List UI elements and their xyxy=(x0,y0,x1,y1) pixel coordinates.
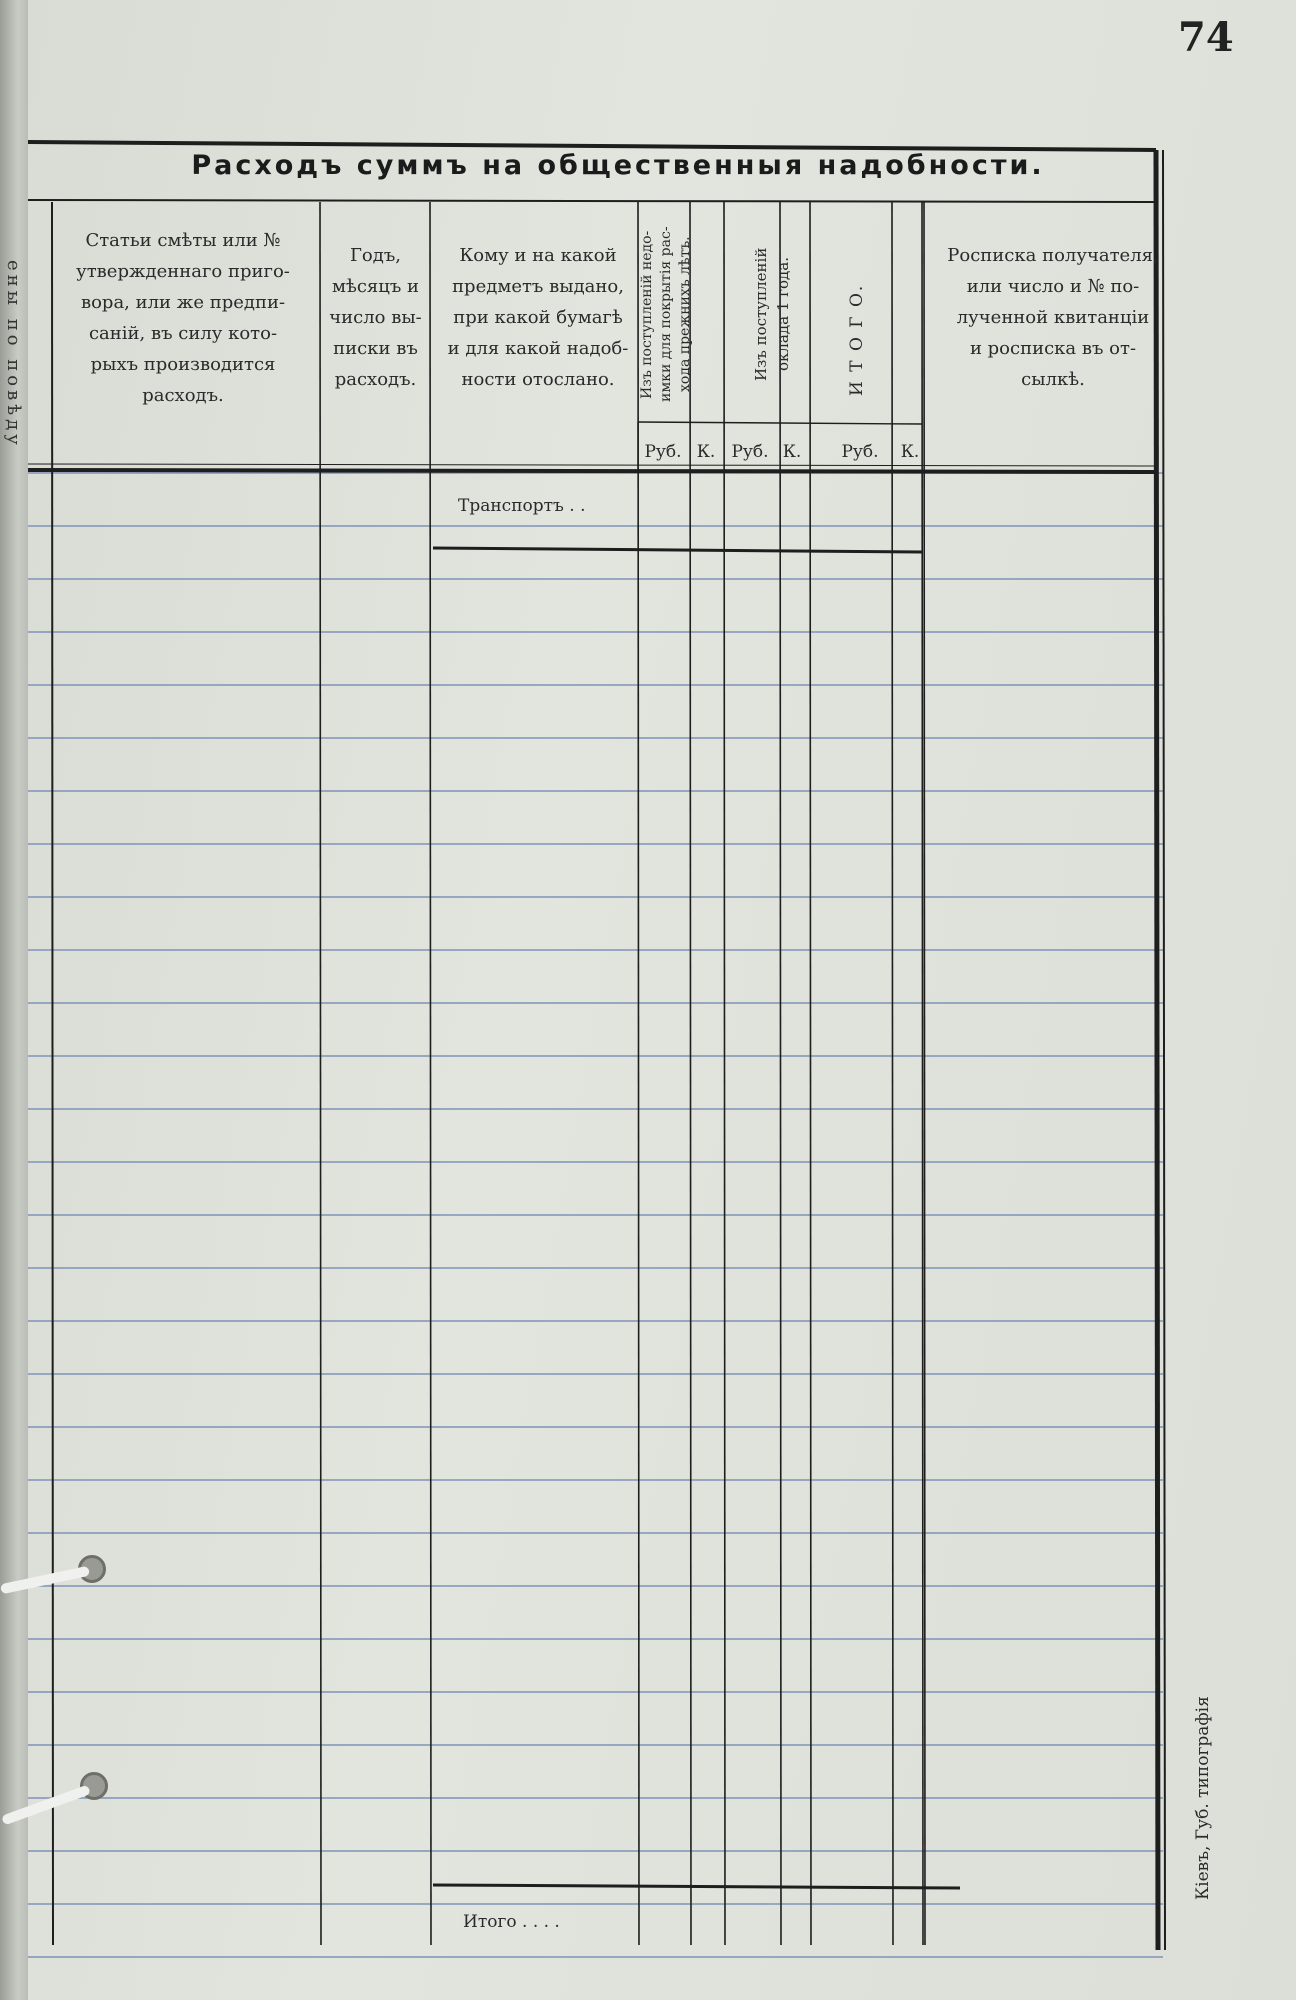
unit-row-rule xyxy=(638,422,922,424)
right-border-rule xyxy=(1163,150,1165,1950)
header-line: утвержденнаго приго- xyxy=(76,261,290,282)
header-bottom-rule xyxy=(28,470,1158,472)
transport-label: Транспортъ . . xyxy=(458,496,586,516)
total-overline xyxy=(433,1885,960,1888)
header-line: хода прежнихъ лѣтъ. xyxy=(677,236,693,393)
unit-rub-total: Руб. xyxy=(841,442,879,462)
header-line: саній, въ силу кото- xyxy=(88,323,278,344)
column-rule xyxy=(724,202,725,1945)
printer-imprint: Кіевъ, Губ. типографія xyxy=(1193,1696,1213,1900)
transport-underline xyxy=(433,548,922,552)
header-line: сылкѣ. xyxy=(1021,369,1085,390)
header-current xyxy=(750,212,794,417)
header-date xyxy=(323,240,428,395)
header-line: расходъ. xyxy=(334,369,417,390)
unit-kop-current: К. xyxy=(782,442,802,462)
header-line: при какой бумагѣ xyxy=(453,307,623,328)
header-line: писки въ xyxy=(333,338,418,359)
header-line: Росписка получателя, xyxy=(947,245,1159,266)
header-line: рыхъ производится xyxy=(90,354,276,375)
header-line: Годъ, xyxy=(349,245,401,266)
ledger-page xyxy=(28,0,1296,2000)
page-number: 74 xyxy=(1178,14,1234,61)
previous-page-text-fragment: ены по повѣду xyxy=(3,260,24,449)
unit-kop-arrears: К. xyxy=(696,442,716,462)
title-top-rule xyxy=(28,142,1156,150)
column-rule xyxy=(924,202,925,1945)
column-rule xyxy=(52,202,53,1945)
title-bottom-rule xyxy=(28,200,1156,202)
previous-page-edge xyxy=(0,0,30,2000)
column-rule xyxy=(922,202,923,1945)
column-rule xyxy=(892,202,893,1945)
header-line: мѣсяцъ и xyxy=(331,276,420,297)
header-recipient xyxy=(433,240,643,395)
header-basis xyxy=(48,225,318,411)
header-total: И Т О Г О. xyxy=(847,283,867,397)
unit-kop-total: К. xyxy=(900,442,920,462)
header-line: ности отослано. xyxy=(461,369,615,390)
header-line: Статьи смѣты или № xyxy=(85,230,281,251)
column-rule xyxy=(780,202,781,1945)
column-rule xyxy=(690,202,691,1945)
header-line: или число и № по- xyxy=(966,276,1140,297)
blue-ruled-lines xyxy=(28,473,1163,1957)
header-line: и росписка въ от- xyxy=(969,338,1137,359)
header-receipt xyxy=(923,240,1183,395)
header-line: Изъ поступленій xyxy=(752,247,770,382)
total-label: Итого . . . . xyxy=(463,1912,560,1932)
header-line: оклада 1 года. xyxy=(774,257,792,372)
header-line: Кому и на какой xyxy=(459,245,617,266)
black-column-lines xyxy=(28,142,1165,1950)
header-bottom-rule xyxy=(28,464,1158,466)
column-rule xyxy=(320,202,321,1945)
header-line: вора, или же предпи- xyxy=(80,292,286,313)
header-line: и для какой надоб- xyxy=(447,338,629,359)
header-line: предметъ выдано, xyxy=(452,276,624,297)
unit-rub-current: Руб. xyxy=(731,442,769,462)
column-rule xyxy=(430,202,431,1945)
header-line: имки для покрытія рас- xyxy=(658,226,674,403)
header-arrears xyxy=(638,212,695,417)
header-line: Изъ поступленій недо- xyxy=(639,230,655,399)
right-border-rule xyxy=(1156,150,1158,1950)
form-title: Расходъ суммъ на общественныя надобности. xyxy=(191,150,1045,181)
column-rule xyxy=(810,202,811,1945)
header-line: число вы- xyxy=(329,307,422,328)
header-line: расходъ. xyxy=(142,385,224,406)
header-line: лученной квитанціи xyxy=(956,307,1150,328)
unit-rub-arrears: Руб. xyxy=(644,442,682,462)
